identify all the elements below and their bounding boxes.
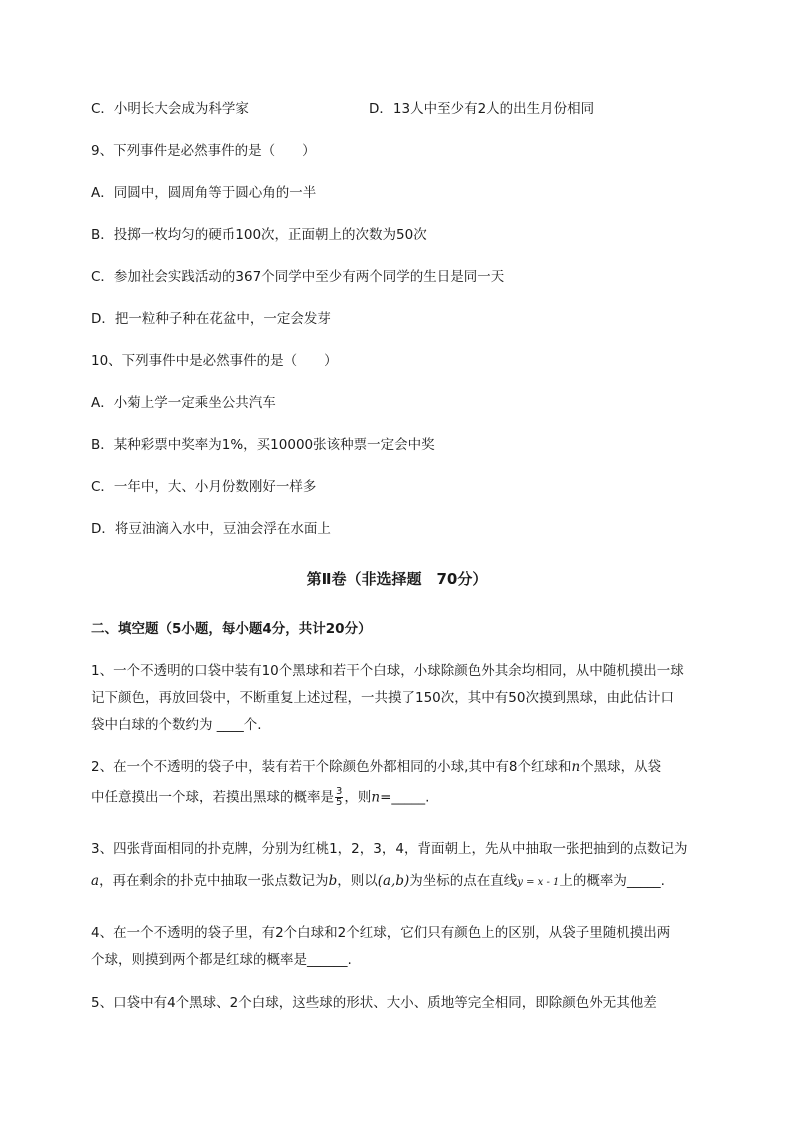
probability-fraction — [335, 787, 343, 808]
q9-option-b: B．投掷一枚均匀的硬币100次，正面朝上的次数为50次 — [91, 227, 427, 243]
fill-q1-line3: 袋中白球的个数约为 ____个. — [91, 717, 262, 733]
q10-option-b: B．某种彩票中奖率为1%，买10000张该种票一定会中奖 — [91, 437, 435, 453]
fill-q2-line1 — [91, 758, 661, 776]
q10-option-c: C．一年中，大、小月份数刚好一样多 — [91, 479, 317, 495]
fill-q3-text: ，则以 — [337, 873, 378, 889]
q9-option-a: A．同圆中，圆周角等于圆心角的一半 — [91, 185, 317, 201]
q9-option-d: D．把一粒种子种在花盆中，一定会发芽 — [91, 311, 331, 327]
fraction-denominator: 5 — [336, 797, 343, 808]
fill-q2-text: =_____. — [380, 789, 430, 806]
fill-q2-text: 个黑球，从袋 — [580, 759, 662, 775]
fill-q3-text: 上的概率为_____. — [559, 873, 665, 889]
fill-q3-text: 为坐标的点在直线 — [409, 873, 518, 889]
q9-option-c: C．参加社会实践活动的367个同学中至少有两个同学的生日是同一天 — [91, 269, 505, 285]
q8-option-c: C．小明长大会成为科学家 — [91, 101, 249, 117]
fill-q1-line1: 1、一个不透明的口袋中装有10个黑球和若干个白球，小球除颜色外其余均相同，从中随机摸出一球 — [91, 663, 684, 679]
variable-b: b — [328, 873, 338, 889]
fill-q4-line2: 个球，则摸到两个都是红球的概率是______. — [91, 952, 352, 968]
variable-a: a — [91, 873, 100, 889]
variable-n: n — [571, 759, 581, 775]
q10-stem: 10、下列事件中是必然事件的是（ ） — [91, 353, 338, 369]
fill-q2-line2 — [91, 787, 429, 808]
fill-q3-line1: 3、四张背面相同的扑克牌，分别为红桃1，2，3，4，背面朝上，先从中抽取一张把抽到的点数记为 — [91, 841, 688, 857]
q9-stem: 9、下列事件是必然事件的是（ ） — [91, 143, 316, 159]
fill-q2-text: ，则 — [344, 789, 372, 806]
fill-q5-line1: 5、口袋中有4个黑球、2个白球，这些球的形状、大小、质地等完全相同，即除颜色外无其他差 — [91, 995, 657, 1011]
variable-n: n — [371, 789, 381, 806]
fill-q3-line2 — [91, 872, 665, 892]
coordinate-point: (a,b) — [377, 873, 410, 889]
line-equation: y = x - 1 — [517, 877, 560, 888]
fill-q3-text: ，再在剩余的扑克中抽取一张点数记为 — [99, 873, 329, 889]
fill-q2-text: 2、在一个不透明的袋子中，装有若干个除颜色外都相同的小球,其中有8个红球和 — [91, 759, 572, 775]
section-title: 第Ⅱ卷（非选择题 70分） — [306, 570, 488, 588]
fill-in-part-title: 二、填空题（5小题，每小题4分，共计20分） — [91, 621, 372, 637]
fraction-numerator: 3 — [336, 786, 343, 797]
q10-option-a: A．小菊上学一定乘坐公共汽车 — [91, 395, 276, 411]
q8-option-d: D．13人中至少有2人的出生月份相同 — [369, 101, 595, 117]
q10-option-d: D．将豆油滴入水中，豆油会浮在水面上 — [91, 521, 331, 537]
fill-q4-line1: 4、在一个不透明的袋子里，有2个白球和2个红球，它们只有颜色上的区别，从袋子里随机摸出两 — [91, 925, 671, 941]
fill-q1-line2: 记下颜色，再放回袋中，不断重复上述过程，一共摸了150次，其中有50次摸到黑球，由此估计口 — [91, 690, 674, 706]
fill-q2-text: 中任意摸出一个球，若摸出黑球的概率是 — [91, 789, 334, 806]
